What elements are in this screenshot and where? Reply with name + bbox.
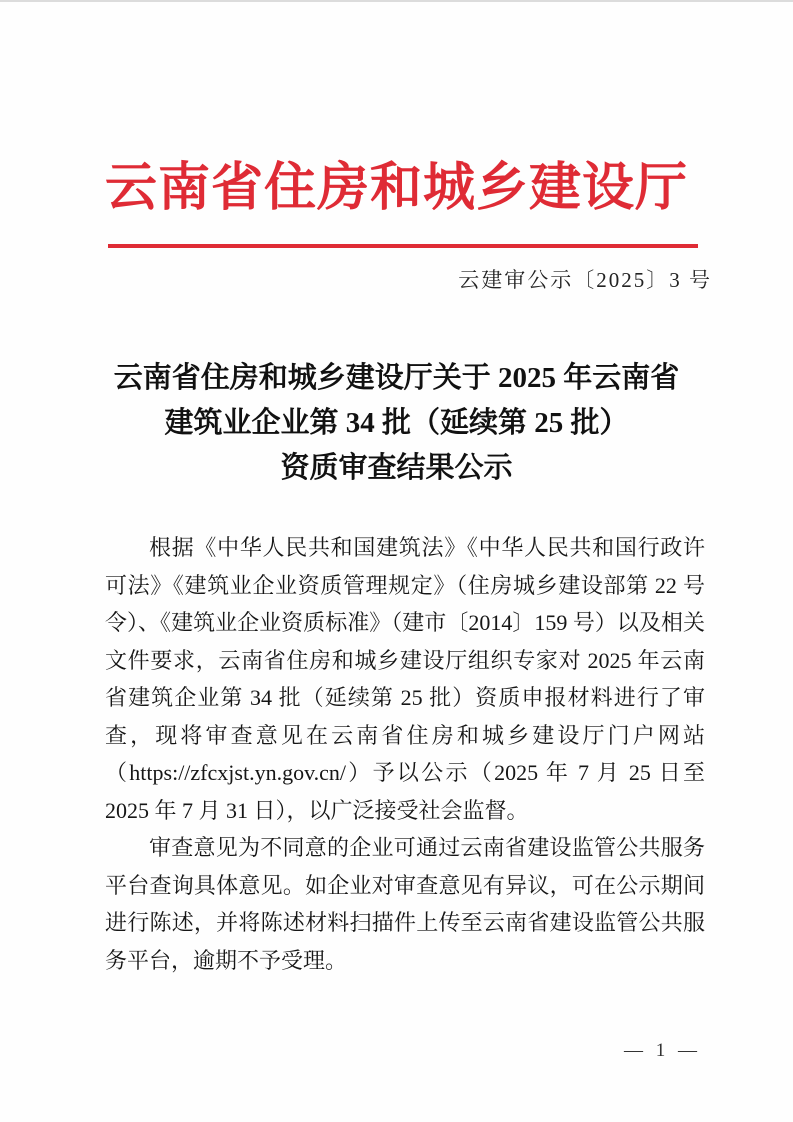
document-title xyxy=(80,356,713,491)
document-title-line-3: 资质审查结果公示 xyxy=(280,452,513,484)
letterhead-divider-rule xyxy=(108,244,698,248)
document-body xyxy=(105,529,705,979)
document-number: 云建审公示〔2025〕3 号 xyxy=(458,268,712,292)
body-paragraph-1: 根据《中华人民共和国建筑法》《中华人民共和国行政许可法》《建筑业企业资质管理规定》（住房城乡建设部第 22 号令）、《建筑业企业资质标准》（建市〔2014〕159 号）以及相关文件要求，云南省住房和城乡建设厅组织专家对 2025 年云南省建筑企业第 34 批（延续第 25 批）资质申报材料进行了审查，现将审查意见在云南省住房和城乡建设厅门户网站（https://zfcxjst.yn.gov.cn/）予以公示（2025 年 7 月 25 日至 2025 年 7 月 31 日），以广泛接受社会监督。 xyxy=(105,535,705,823)
scan-edge-line xyxy=(0,0,793,2)
document-title-line-1: 云南省住房和城乡建设厅关于 2025 年云南省 xyxy=(113,362,680,394)
document-title-line-2: 建筑业企业第 34 批（延续第 25 批） xyxy=(164,407,629,439)
page-number: — 1 — xyxy=(624,1040,701,1061)
letterhead-title: 云南省住房和城乡建设厅 xyxy=(104,160,688,217)
body-paragraph-2: 审查意见为不同意的企业可通过云南省建设监管公共服务平台查询具体意见。如企业对审查意见有异议，可在公示期间进行陈述，并将陈述材料扫描件上传至云南省建设监管公共服务平台，逾期不予受理。 xyxy=(105,835,705,973)
